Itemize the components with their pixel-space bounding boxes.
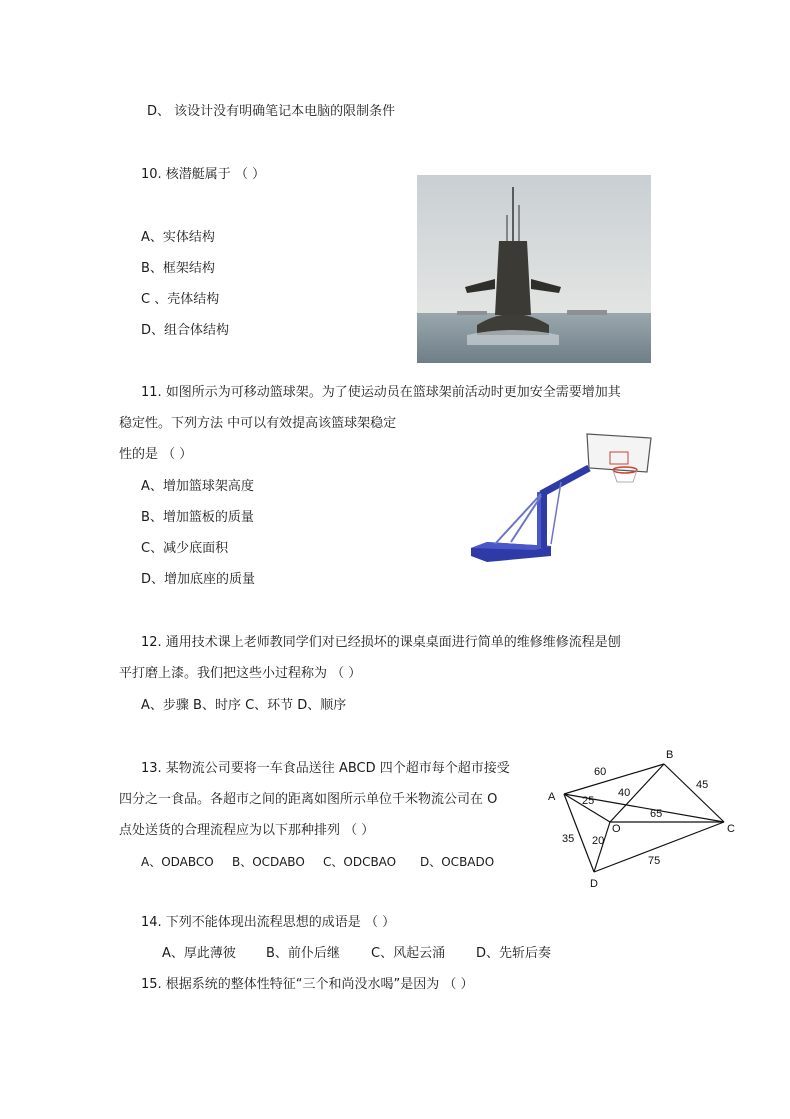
q15-stem: 15. 根据系统的整体性特征“三个和尚没水喝”是因为 （ ） (141, 977, 474, 992)
q14-option-a: A、厚此薄彼 (162, 946, 236, 961)
node-d: D (590, 878, 598, 890)
node-a: A (548, 791, 556, 803)
q13-option-b: B、OCDABO (232, 855, 305, 869)
q10-option-d: D、组合体结构 (141, 323, 230, 338)
distance-b-c: 45 (696, 779, 709, 791)
basketball-stand-picture (465, 430, 655, 566)
q12-line1: 12. 通用技术课上老师教同学们对已经损坏的课桌桌面进行简单的维修维修流程是刨 (141, 635, 621, 650)
q11-option-b: B、增加篮板的质量 (141, 510, 254, 525)
q14-options (162, 945, 551, 963)
q13-option-d: D、OCBADO (420, 855, 495, 869)
distance-a-b: 60 (594, 766, 607, 778)
submarine-photo (417, 175, 651, 363)
supermarket-distance-diagram (540, 742, 745, 892)
q14-option-b: B、前仆后继 (266, 946, 340, 961)
distance-a-o: 25 (582, 795, 595, 807)
q13-line3: 点处送货的合理流程应为以下那种排列 （ ） (119, 823, 375, 838)
q10-option-c: C 、壳体结构 (141, 292, 220, 307)
distance-o-d: 20 (592, 835, 605, 847)
q13-option-c: C、ODCBAO (323, 855, 397, 869)
distance-o-c: 65 (650, 808, 663, 820)
q11-line3: 性的是 （ ） (119, 447, 193, 462)
distance-a-d: 35 (562, 833, 575, 845)
q13-line1: 13. 某物流公司要将一车食品送往 ABCD 四个超市每个超市接受 (141, 761, 510, 776)
node-b: B (666, 749, 674, 761)
q11-line1: 11. 如图所示为可移动篮球架。为了使运动员在篮球架前活动时更加安全需要增加其 (141, 385, 621, 400)
q14-option-d: D、先斩后奏 (476, 946, 552, 961)
q12-line2: 平打磨上漆。我们把这些小过程称为 （ ） (119, 666, 362, 681)
q10-option-b: B、框架结构 (141, 261, 215, 276)
distance-d-c: 75 (648, 855, 661, 867)
node-o: O (612, 823, 621, 835)
q12-options: A、步骤 B、时序 C、环节 D、顺序 (141, 698, 347, 713)
edge-a-b (564, 764, 664, 794)
q13-options (141, 853, 494, 871)
prev-option-d: D、 该设计没有明确笔记本电脑的限制条件 (147, 104, 396, 119)
q13-line2: 四分之一食品。各超市之间的距离如图所示单位千米物流公司在 O (119, 792, 498, 807)
q11-line2: 稳定性。下列方法 中可以有效提高该篮球架稳定 (119, 416, 397, 431)
q13-option-a: A、ODABCO (141, 855, 214, 869)
q10-option-a: A、实体结构 (141, 230, 215, 245)
distance-o-b: 40 (618, 787, 631, 799)
edge-o-d (594, 822, 610, 872)
q10-stem: 10. 核潜艇属于 （ ） (141, 167, 266, 182)
node-c: C (727, 823, 735, 835)
q14-option-c: C、风起云涌 (371, 946, 446, 961)
q14-stem: 14. 下列不能体现出流程思想的成语是 （ ） (141, 915, 396, 930)
q11-option-d: D、增加底座的质量 (141, 572, 256, 587)
q11-option-a: A、增加篮球架高度 (141, 479, 254, 494)
q11-option-c: C、减少底面积 (141, 541, 229, 556)
